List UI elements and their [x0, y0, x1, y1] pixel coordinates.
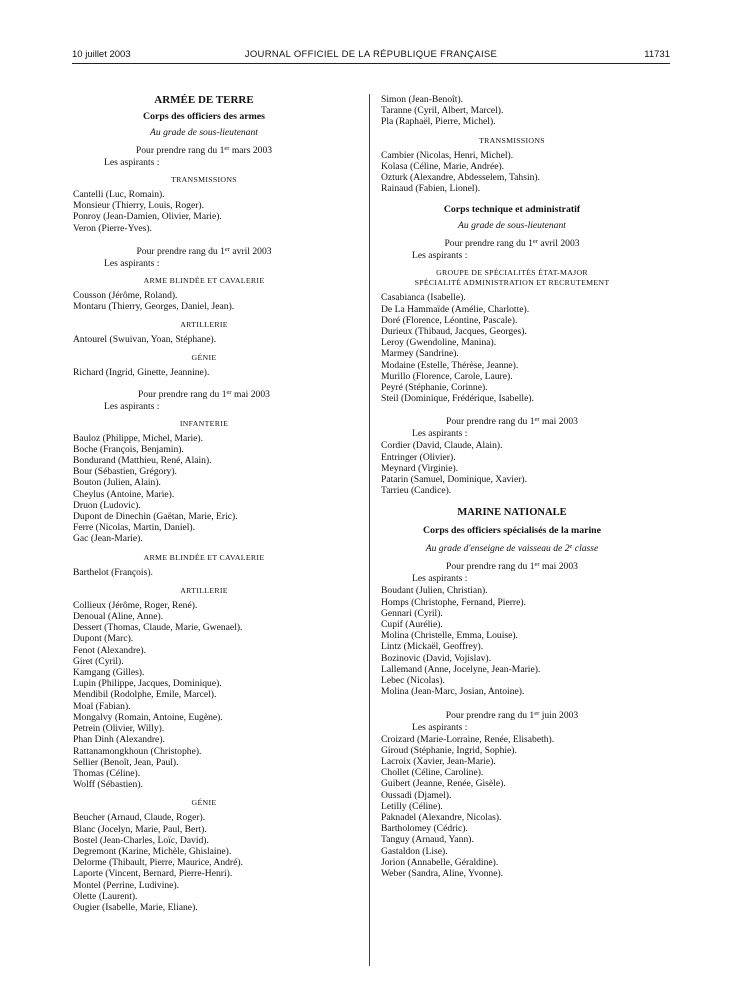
name-entry: Kolasa (Céline, Marie, Andrée). — [381, 160, 505, 172]
branch-heading: GROUPE DE SPÉCIALITÉS ÉTAT-MAJOR — [436, 268, 588, 278]
name-entry: Cantelli (Luc, Romain). — [73, 189, 165, 200]
grade-heading: Au grade d'enseigne de vaisseau de 2e classe — [425, 543, 599, 555]
name-entry: Tarrieu (Candice). — [381, 485, 452, 497]
name-entry: Delorme (Thibault, Pierre, Maurice, André). — [73, 857, 243, 869]
name-entry: Leroy (Gwendoline, Manina). — [381, 337, 497, 349]
section-title: MARINE NATIONALE — [457, 507, 567, 519]
name-entry: Thomas (Céline). — [73, 767, 141, 779]
name-entry: Entringer (Olivier). — [381, 451, 456, 463]
name-entry: Lintz (Mickaël, Geoffrey). — [381, 641, 484, 653]
name-list — [381, 440, 643, 496]
name-entry: Degremont (Karine, Michèle, Ghislaine). — [73, 845, 232, 857]
name-list — [73, 334, 335, 345]
name-entry: Rattanamongkhoun (Christophe). — [73, 745, 202, 757]
name-entry: Ozturk (Alexandre, Abdesselem, Tahsin). — [381, 172, 541, 184]
corps-heading: Corps technique et administratif — [443, 204, 581, 216]
name-entry: Paknadel (Alexandre, Nicolas). — [381, 811, 502, 823]
name-entry: Simon (Jean-Benoît). — [381, 94, 464, 105]
name-entry: Richard (Ingrid, Ginette, Jeannine). — [73, 367, 210, 379]
name-entry: Phan Dinh (Alexandre). — [73, 734, 165, 746]
name-entry: Blanc (Jocelyn, Marie, Paul, Bert). — [73, 823, 207, 835]
name-entry: Barthelot (François). — [73, 566, 153, 578]
name-entry: Olette (Laurent). — [73, 890, 138, 902]
name-entry: Moal (Fabian). — [73, 700, 131, 712]
name-entry: Antourel (Swuivan, Yoan, Stéphane). — [73, 334, 217, 346]
name-entry: Bostel (Jean-Charles, Loïc, David). — [73, 834, 209, 846]
header-page-number: 11731 — [644, 49, 670, 60]
page-header — [72, 49, 670, 64]
name-entry: Cambier (Nicolas, Henri, Michel). — [381, 149, 514, 161]
name-entry: Lebec (Nicolas). — [381, 675, 445, 687]
name-entry: Druon (Ludovic). — [73, 499, 141, 511]
name-entry: Dupont (Marc). — [73, 633, 134, 645]
name-entry: Wolff (Sébastien). — [73, 779, 143, 791]
name-entry: Rainaud (Fabien, Lionel). — [381, 183, 481, 195]
rank-date-heading: Pour prendre rang du 1er avril 2003 — [444, 238, 580, 250]
name-entry: Kamgang (Gilles). — [73, 667, 145, 679]
left-column — [73, 94, 335, 913]
aspirants-label: Les aspirants : — [412, 250, 468, 262]
branch-subheading: SPÉCIALITÉ ADMINISTRATION ET RECRUTEMENT — [414, 278, 610, 288]
name-entry: Sellier (Benoît, Jean, Paul). — [73, 756, 179, 768]
aspirants-label: Les aspirants : — [412, 573, 468, 585]
branch-heading: INFANTERIE — [179, 418, 229, 428]
branch-heading: ARME BLINDÉE ET CAVALERIE — [143, 275, 265, 285]
corps-heading: Corps des officiers des armes — [143, 111, 265, 122]
name-entry: Oussadi (Djamel). — [381, 789, 452, 801]
branch-heading: ARME BLINDÉE ET CAVALERIE — [143, 552, 265, 562]
name-list — [381, 150, 643, 195]
name-entry: Weber (Sandra, Aline, Yvonne). — [381, 867, 504, 879]
rank-date-heading: Pour prendre rang du 1er juin 2003 — [445, 709, 579, 721]
name-entry: Dupont de Dinechin (Gaëtan, Marie, Eric). — [73, 511, 238, 523]
name-list — [381, 585, 643, 697]
name-entry: Bozinovic (David, Vojislav). — [381, 652, 491, 664]
name-entry: Fenot (Alexandre). — [73, 644, 146, 656]
name-entry: Molina (Christelle, Emma, Louise). — [381, 630, 518, 642]
name-entry: Montaru (Thierry, Georges, Daniel, Jean). — [73, 301, 235, 313]
name-entry: Cupif (Aurélie). — [381, 619, 443, 631]
name-entry: Doré (Florence, Léontine, Pascale). — [381, 314, 518, 326]
branch-heading: ARTILLERIE — [180, 585, 228, 595]
name-entry: Peyré (Stéphanie, Corinne). — [381, 382, 488, 394]
name-entry: Letilly (Céline). — [381, 800, 443, 812]
name-entry: Denoual (Aline, Anne). — [73, 611, 164, 623]
corps-heading: Corps des officiers spécialisés de la marine — [423, 525, 601, 537]
name-entry: Ponroy (Jean-Damien, Olivier, Marie). — [73, 211, 222, 223]
name-entry: Veron (Pierre-Yves). — [73, 222, 152, 234]
name-entry: De La Hammaïde (Amélie, Charlotte). — [381, 303, 530, 315]
name-entry: Molina (Jean-Marc, Josian, Antoine). — [381, 686, 525, 698]
section-title: ARMÉE DE TERRE — [154, 94, 254, 106]
name-entry: Laporte (Vincent, Bernard, Pierre-Henri). — [73, 868, 233, 880]
right-column — [381, 94, 643, 879]
name-entry: Modaine (Estelle, Thérèse, Jeanne). — [381, 359, 519, 371]
name-entry: Patarin (Samuel, Dominique, Xavier). — [381, 474, 528, 486]
rank-date-heading: Pour prendre rang du 1er mai 2003 — [446, 416, 578, 428]
name-entry: Ougier (Isabelle, Marie, Eliane). — [73, 901, 198, 913]
name-entry: Chollet (Céline, Caroline). — [381, 767, 484, 779]
name-entry: Guibert (Jeanne, Renée, Gisèle). — [381, 778, 506, 790]
grade-heading: Au grade de sous-lieutenant — [458, 220, 566, 232]
aspirants-label: Les aspirants : — [412, 428, 468, 440]
grade-heading: Au grade de sous-lieutenant — [150, 127, 258, 138]
name-entry: Lacroix (Xavier, Jean-Marie). — [381, 755, 496, 767]
name-entry: Murillo (Florence, Carole, Laure). — [381, 370, 513, 382]
name-entry: Pla (Raphaël, Pierre, Michel). — [381, 116, 496, 128]
name-entry: Casabianca (Isabelle). — [381, 292, 466, 304]
name-entry: Boudant (Julien, Christian). — [381, 585, 488, 597]
name-entry: Cousson (Jérôme, Roland). — [73, 289, 178, 301]
name-entry: Bartholomey (Cédric). — [381, 823, 468, 835]
name-entry: Cordier (David, Claude, Alain). — [381, 440, 503, 452]
branch-heading: ARTILLERIE — [180, 320, 228, 330]
name-list — [73, 812, 335, 913]
name-entry: Beucher (Arnaud, Claude, Roger). — [73, 812, 206, 824]
name-list — [73, 290, 335, 312]
name-entry: Croizard (Marie-Lorraine, Renée, Elisabeth). — [381, 733, 555, 745]
header-journal-title: JOURNAL OFFICIEL DE LA RÉPUBLIQUE FRANÇAISE — [244, 49, 498, 60]
name-entry: Bour (Sébastien, Grégory). — [73, 466, 177, 478]
name-entry: Giret (Cyril). — [73, 655, 124, 667]
name-entry: Gennari (Cyril). — [381, 607, 443, 619]
name-entry: Mongalvy (Romain, Antoine, Eugène). — [73, 711, 223, 723]
branch-heading: TRANSMISSIONS — [479, 135, 545, 145]
name-entry: Meynard (Virginie). — [381, 462, 459, 474]
header-date: 10 juillet 2003 — [72, 49, 131, 60]
branch-heading: GÉNIE — [191, 798, 217, 808]
name-entry: Bondurand (Matthieu, René, Alain). — [73, 455, 212, 467]
name-list — [73, 367, 335, 378]
branch-heading: TRANSMISSIONS — [171, 175, 237, 184]
name-entry: Petrein (Olivier, Willy). — [73, 723, 165, 735]
name-entry: Homps (Christophe, Fernand, Pierre). — [381, 596, 526, 608]
name-list — [73, 189, 335, 234]
aspirants-label: Les aspirants : — [412, 721, 468, 733]
name-entry: Taranne (Cyril, Albert, Marcel). — [381, 105, 504, 117]
name-list — [381, 292, 643, 404]
name-entry: Mendibil (Rodolphe, Emile, Marcel). — [73, 689, 217, 701]
name-entry: Lallemand (Anne, Jocelyne, Jean-Marie). — [381, 663, 541, 675]
name-entry: Lupin (Philippe, Jacques, Dominique). — [73, 678, 222, 690]
name-entry: Collieux (Jérôme, Roger, René). — [73, 599, 198, 611]
name-entry: Jorion (Annabelle, Géraldine). — [381, 856, 499, 868]
name-entry: Ferre (Nicolas, Martin, Daniel). — [73, 522, 196, 534]
name-list — [73, 433, 335, 545]
rank-date-heading: Pour prendre rang du 1er mai 2003 — [446, 561, 578, 573]
name-entry: Boche (François, Benjamin). — [73, 443, 184, 455]
name-entry: Tanguy (Arnaud, Yann). — [381, 834, 474, 846]
rank-date-heading: Pour prendre rang du 1er avril 2003 — [136, 245, 272, 257]
name-entry: Marmey (Sandrine). — [381, 348, 459, 360]
column-divider — [369, 94, 370, 966]
name-entry: Bouton (Julien, Alain). — [73, 477, 161, 489]
name-list — [73, 600, 335, 790]
aspirants-label: Les aspirants : — [104, 400, 160, 412]
name-entry: Dessert (Thomas, Claude, Marie, Gwenael). — [73, 622, 243, 634]
name-entry: Steil (Dominique, Frédérique, Isabelle). — [381, 393, 534, 405]
name-entry: Gastaldon (Lise). — [381, 845, 448, 857]
name-entry: Montel (Perrine, Ludivine). — [73, 879, 180, 891]
name-entry: Cheylus (Antoine, Marie). — [73, 488, 175, 500]
name-list — [381, 734, 643, 880]
name-entry: Monsieur (Thierry, Louis, Roger). — [73, 200, 204, 212]
aspirants-label: Les aspirants : — [104, 157, 160, 168]
branch-heading: GÉNIE — [191, 353, 217, 363]
name-entry: Giroud (Stéphanie, Ingrid, Sophie). — [381, 744, 517, 756]
aspirants-label: Les aspirants : — [104, 257, 160, 269]
name-entry: Gac (Jean-Marie). — [73, 533, 143, 545]
name-entry: Bauloz (Philippe, Michel, Marie). — [73, 432, 204, 444]
name-list — [381, 94, 643, 128]
name-list — [73, 567, 335, 578]
rank-date-heading: Pour prendre rang du 1er mai 2003 — [138, 388, 270, 400]
name-entry: Durieux (Thibaud, Jacques, Georges). — [381, 326, 527, 338]
rank-date-heading: Pour prendre rang du 1er mars 2003 — [135, 145, 273, 156]
